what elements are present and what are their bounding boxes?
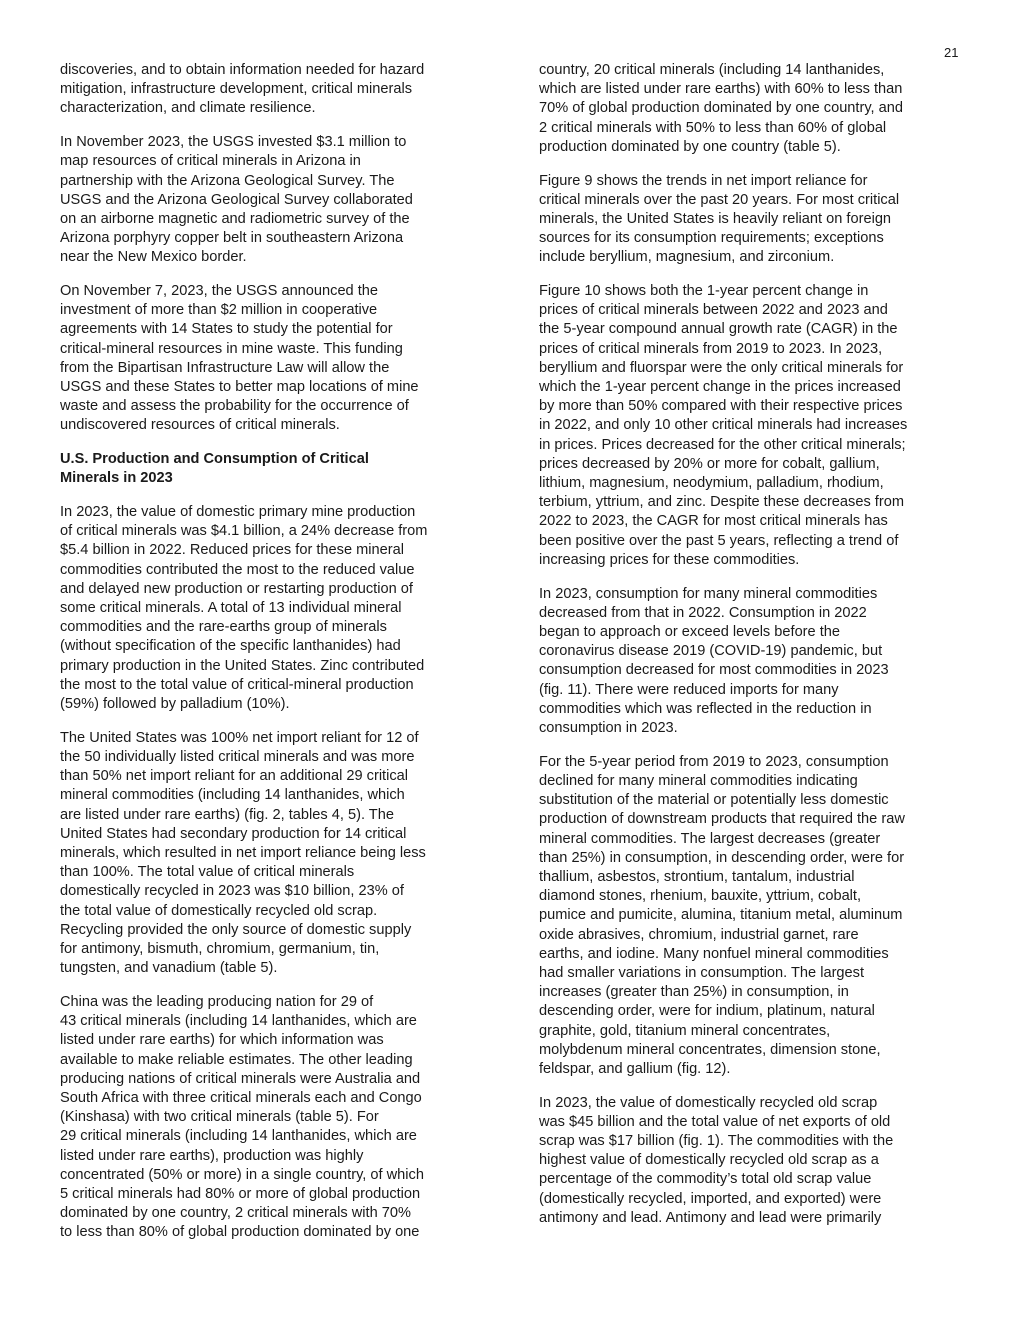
paragraph-production-concentration: country, 20 critical minerals (including 14 lanthanides, which are listed under rare earths) with 60% to less than 70% of global production dominated by one country, and 2 critical minerals with 50% to less than 60% of global production dominated by one country (table 5). xyxy=(539,62,904,155)
paragraph-figure-10-prices: Figure 10 shows both the 1-year percent change in prices of critical minerals between 2022 and 2023 and the 5-year compound annual growth rate (CAGR) in the prices of critical minerals from 2019 to 2023. In 2023, beryllium and fluorspar were the only critical minerals for which the 1-year percent change in the prices increased by more than 50% compared with their respective prices in 2022, and only 10 other critical minerals had increases in prices. Prices decreased for the other critical minerals; prices decreased by 20% or more for cobalt, gallium, lithium, magnesium, neodymium, palladium, rhodium, terbium, yttrium, and zinc. Despite these decreases from 2022 to 2023, the CAGR for most critical minerals has been positive over the past 5 years, reflecting a trend of increasing prices for these commodities. xyxy=(539,283,908,568)
paragraph-mine-waste-agreements: On November 7, 2023, the USGS announced the investment of more than $2 million in cooperative agreements with 14 States to study the potential for critical-mineral resources in mine waste. This funding from the Bipartisan Infrastructure Law will allow the USGS and these States to better map locations of mine waste and assess the probability for the occurrence of undiscovered resources of critical minerals. xyxy=(60,283,419,434)
left-column xyxy=(60,61,485,1257)
right-column xyxy=(539,61,964,1243)
paragraph-five-year-consumption: For the 5-year period from 2019 to 2023, consumption declined for many mineral commodities indicating substitution of the material or potentially less domestic production of downstream products that required the raw mineral commodities. The largest decreases (greater than 25%) in consumption, in descending order, were for thallium, asbestos, strontium, tantalum, industrial diamond stones, rhenium, bauxite, yttrium, cobalt, pumice and pumicite, alumina, titanium metal, aluminum oxide abrasives, chromium, industrial garnet, rare earths, and iodine. Many nonfuel mineral commodities had smaller variations in consumption. The largest increases (greater than 25%) in consumption, in descending order, were for indium, platinum, natural graphite, gold, titanium mineral concentrates, molybdenum mineral concentrates, dimension stone, feldspar, and gallium (fig. 12). xyxy=(539,753,905,1077)
paragraph-domestic-production: In 2023, the value of domestic primary mine production of critical minerals was $4.1 billion, a 24% decrease from $5.4 billion in 2022. Reduced prices for these mineral commodities contributed the most to the reduced value and delayed new production or restarting production of some critical minerals. A total of 13 individual mineral commodities and the rare-earths group of minerals (without specification of the specific lanthanides) had primary production in the United States. Zinc contributed the most to the total value of critical-mineral production (59%) followed by palladium (10%). xyxy=(60,504,428,713)
page-number: 21 xyxy=(944,45,959,60)
paragraph-leading-producers: China was the leading producing nation for 29 of 43 critical minerals (including 14 lanthanides, which are listed under rare earths) for which information was available to make reliable estimates. The other leading producing nations of critical minerals were Australia and South Africa with three critical minerals each and Congo (Kinshasa) with two critical minerals (table 5). For 29 critical minerals (including 14 lanthanides, which are listed under rare earths), production was highly concentrated (50% or more) in a single country, of which 5 critical minerals had 80% or more of global production dominated by one country, 2 critical minerals with 70% to less than 80% of global production dominated by one xyxy=(60,993,424,1241)
paragraph-arizona-survey: In November 2023, the USGS invested $3.1 million to map resources of critical minerals in Arizona in partnership with the Arizona Geological Survey. The USGS and the Arizona Geological Survey collaborated on an airborne magnetic and radiometric survey of the Arizona porphyry copper belt in southeastern Arizona near the New Mexico border. xyxy=(60,134,413,266)
paragraph-figure-9: Figure 9 shows the trends in net import reliance for critical minerals over the past 20 years. For most critical minerals, the United States is heavily reliant on foreign sources for its consumption requirements; exceptions include beryllium, magnesium, and zirconium. xyxy=(539,172,900,266)
paragraph-recycled-scrap: In 2023, the value of domestically recycled old scrap was $45 billion and the total value of net exports of old scrap was $17 billion (fig. 1). The commodities with the highest value of domestically recycled old scrap as a percentage of the commodity’s total old scrap value (domestically recycled, imported, and exported) were antimony and lead. Antimony and lead were primarily xyxy=(539,1094,894,1226)
section-heading: U.S. Production and Consumption of Critical Minerals in 2023 xyxy=(60,451,369,487)
paragraph-consumption-2023: In 2023, consumption for many mineral commodities decreased from that in 2022. Consumption in 2022 began to approach or exceed levels before the coronavirus disease 2019 (COVID-19) pandemic, but consumption decreased for most commodities in 2023 (fig. 11). There were reduced imports for many commodities which was reflected in the reduction in consumption in 2023. xyxy=(539,585,889,736)
paragraph-hazard-mitigation: discoveries, and to obtain information needed for hazard mitigation, infrastructure development, critical minerals characterization, and climate resilience. xyxy=(60,62,425,117)
paragraph-net-import-reliance: The United States was 100% net import reliant for 12 of the 50 individually listed critical minerals and was more than 50% net import reliant for an additional 29 critical mineral commodities (including 14 lanthanides, which are listed under rare earths) (fig. 2, tables 4, 5). The United States had secondary production for 14 critical minerals, which resulted in net import reliance being less than 100%. The total value of critical minerals domestically recycled in 2023 was $10 billion, 23% of the total value of domestically recycled old scrap. Recycling provided the only source of domestic supply for antimony, bismuth, chromium, germanium, tin, tungsten, and vanadium (table 5). xyxy=(60,729,426,977)
